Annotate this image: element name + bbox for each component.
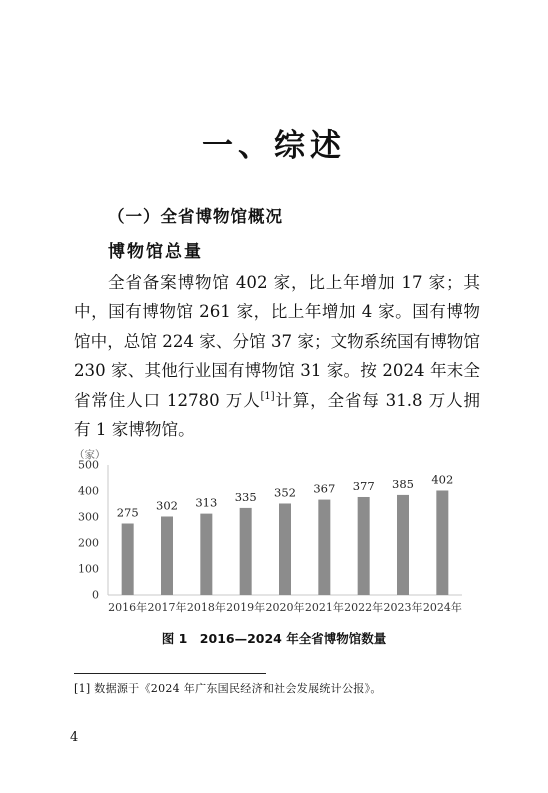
y-tick-label: 500: [78, 458, 99, 472]
x-tick-label: 2018年: [186, 601, 226, 614]
x-tick-label: 2022年: [344, 601, 384, 614]
bar-data-label: 377: [352, 478, 375, 493]
bar-data-label: 275: [116, 505, 139, 520]
body-paragraph: [74, 268, 480, 444]
bar: [279, 503, 291, 595]
bar: [318, 500, 330, 595]
x-tick-label: 2024年: [422, 601, 462, 614]
footnote-reference[interactable]: [1]: [260, 390, 275, 402]
y-axis-unit-label: （家）: [74, 449, 106, 461]
bar-data-label: 367: [313, 481, 336, 496]
y-tick-label: 100: [78, 562, 99, 576]
subheading: 博物馆总量: [108, 242, 203, 262]
x-tick-label: 2021年: [304, 601, 344, 614]
body-text-part2: 计算，全省每 31.8 万人拥有 1 家博物馆。: [74, 390, 480, 440]
chapter-title: 一、综述: [202, 128, 346, 164]
figure-caption: 图 1 2016—2024 年全省博物馆数量: [161, 631, 387, 646]
y-tick-label: 400: [78, 484, 99, 498]
y-tick-label: 0: [92, 588, 99, 602]
x-tick-label: 2017年: [147, 601, 187, 614]
bar: [161, 516, 173, 595]
bar: [397, 495, 409, 595]
bar-data-label: 302: [156, 498, 178, 513]
y-tick-label: 200: [78, 536, 99, 550]
bar-data-label: 352: [274, 485, 296, 500]
y-tick-label: 300: [78, 510, 99, 524]
x-tick-label: 2020年: [265, 601, 305, 614]
body-text-part1: 全省备案博物馆 402 家，比上年增加 17 家；其中，国有博物馆 261 家，比上年增加 4 家。国有博物馆中，总馆 224 家、分馆 37 家；文物系统国有博物馆 230 家、其他行业国有博物馆 31 家。按 2024 年末全省常住人口 12780 万人: [74, 273, 480, 410]
bar: [358, 497, 370, 595]
museum-count-bar-chart: [68, 448, 480, 626]
footnote-rule: [74, 673, 266, 674]
bar: [122, 524, 134, 596]
footnote: [1] 数据源于《2024 年广东国民经济和社会发展统计公报》。: [74, 682, 382, 695]
bar-data-label: 313: [195, 495, 218, 510]
page-number: 4: [70, 730, 79, 745]
section-heading: （一）全省博物馆概况: [108, 207, 283, 226]
bar: [200, 514, 212, 595]
bar-data-label: 385: [392, 476, 414, 491]
x-tick-label: 2016年: [108, 601, 148, 614]
x-tick-label: 2023年: [383, 601, 423, 614]
bar-data-label: 335: [234, 489, 257, 504]
bar: [436, 490, 448, 595]
x-tick-label: 2019年: [226, 601, 266, 614]
bar-data-label: 402: [431, 472, 454, 487]
bar: [240, 508, 252, 595]
